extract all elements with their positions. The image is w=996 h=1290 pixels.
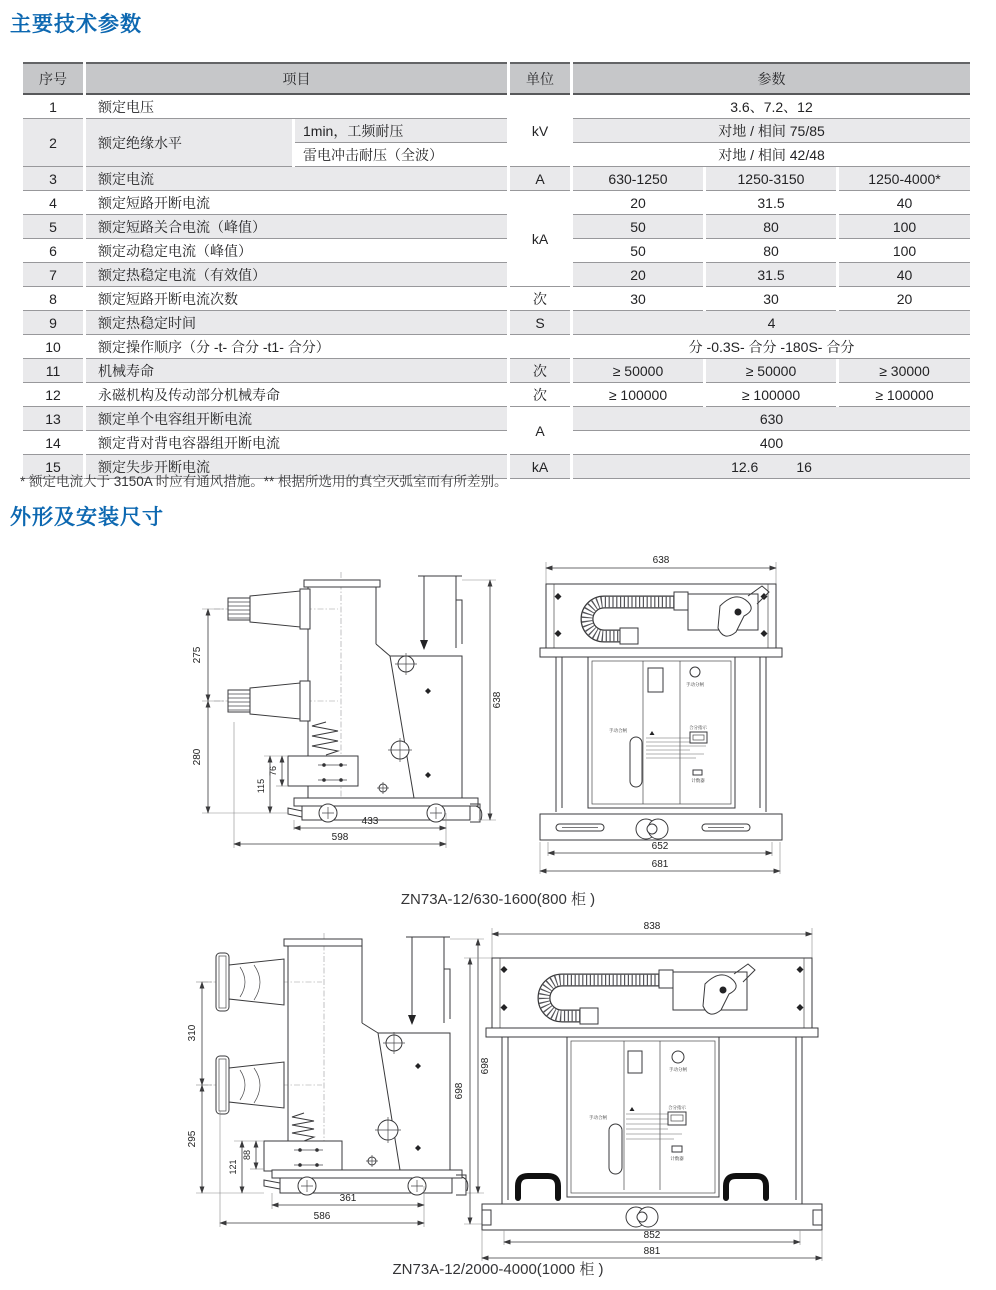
indicator-label: 合分指示 — [668, 1105, 686, 1110]
table-row: 5 额定短路关合电流（峰值） 50 80 100 — [23, 215, 970, 239]
shelf-band — [486, 1028, 818, 1037]
manual-close-label: 手动合闸 — [609, 728, 627, 733]
table-row: 15 额定失步开断电流 kA 12.6 16 — [23, 455, 970, 479]
technical-parameters-table — [20, 62, 973, 479]
panel-window — [628, 1051, 642, 1073]
base-and-wheels — [264, 1170, 468, 1195]
lower-contact-arm — [228, 681, 310, 721]
dim-275: 275 — [192, 646, 203, 664]
shelf-band — [540, 648, 782, 657]
dim-881: 881 — [643, 1246, 661, 1257]
counter-label: 计数器 — [670, 1156, 684, 1161]
manual-open-label: 手动分闸 — [669, 1067, 687, 1072]
table-row: 14 额定背对背电容器组开断电流 400 — [23, 431, 970, 455]
dim-652: 652 — [651, 841, 669, 852]
side-view-drawing-800-cabinet — [178, 560, 513, 880]
dim-638: 638 — [492, 691, 503, 709]
dim-598: 598 — [331, 832, 349, 843]
manual-open-button — [690, 667, 700, 677]
front-view-drawing-1000-cabinet — [452, 918, 832, 1268]
manual-close-slot — [609, 1124, 622, 1174]
dim-681: 681 — [651, 859, 669, 870]
table-row: 6 额定动稳定电流（峰值） 50 80 100 — [23, 239, 970, 263]
front-view-drawing-800-cabinet — [524, 550, 849, 885]
base-and-wheels — [288, 798, 482, 822]
upper-bushing-disc — [216, 953, 284, 1011]
dim-295: 295 — [187, 1130, 198, 1148]
dim-left — [454, 958, 492, 1224]
pole-body — [284, 939, 362, 1170]
dims-bottom — [482, 1230, 822, 1261]
table-row: 8 额定短路开断电流次数 次 30 30 20 — [23, 287, 970, 311]
dim-121: 121 — [228, 1159, 238, 1175]
figure2-caption: ZN73A-12/2000-4000(1000 柜 ) — [392, 1261, 604, 1278]
lower-bushing-disc — [216, 1056, 284, 1114]
open-close-indicator — [690, 732, 707, 743]
header-param: 参数 — [573, 62, 970, 95]
terminal-bracket — [264, 1141, 342, 1171]
spring — [312, 722, 338, 755]
dim-698: 698 — [480, 1057, 491, 1075]
table-row: 2 额定绝缘水平 1min，工频耐压 对地 / 相间 75/85 — [23, 119, 970, 143]
table-row: 4 额定短路开断电流 kA 20 31.5 40 — [23, 191, 970, 215]
dim-115: 115 — [256, 778, 266, 794]
dim-310: 310 — [187, 1024, 198, 1042]
manual-open-button — [672, 1051, 684, 1063]
header-item: 项目 — [86, 62, 507, 95]
table-row: 7 额定热稳定电流（有效值） 20 31.5 40 — [23, 263, 970, 287]
table-row: 3 额定电流 A 630-1250 1250-3150 1250-4000* — [23, 167, 970, 191]
out-of-step-values: 12.6 16 — [573, 455, 970, 479]
table-row: 13 额定单个电容组开断电流 A 630 — [23, 407, 970, 431]
base-assembly — [540, 814, 782, 840]
header-unit: 单位 — [510, 62, 570, 95]
section-title-main-parameters: 主要技术参数 — [10, 13, 142, 36]
indicator-label: 合分指示 — [689, 725, 707, 730]
dim-top — [546, 555, 776, 584]
dim-433: 433 — [361, 816, 379, 827]
dim-361: 361 — [339, 1193, 357, 1204]
manual-close-slot — [630, 737, 642, 787]
dim-852: 852 — [643, 1230, 661, 1241]
terminal-bracket — [288, 756, 358, 786]
operation-counter — [693, 770, 702, 775]
dim-76: 76 — [268, 765, 278, 777]
upper-contact-arm — [228, 589, 310, 629]
counter-label: 计数器 — [691, 778, 705, 783]
figure1-caption: ZN73A-12/630-1600(800 柜 ) — [400, 891, 596, 908]
table-footnote: * 额定电流大于 3150A 时应有通风措施。** 根据所选用的真空灭弧室而有所差别。 — [20, 474, 508, 489]
front-panel — [567, 1037, 719, 1197]
base-assembly — [482, 1204, 822, 1230]
panel-window — [648, 668, 663, 692]
spring — [292, 1113, 314, 1141]
rear-channel — [418, 576, 462, 650]
table-row: 12 永磁机构及传动部分机械寿命 次 ≥ 100000 ≥ 100000 ≥ 100000 — [23, 383, 970, 407]
table-row: 11 机械寿命 次 ≥ 50000 ≥ 50000 ≥ 30000 — [23, 359, 970, 383]
table-row: 10 额定操作顺序（分 -t- 合分 -t1- 合分） 分 -0.3S- 合分 -180S- 合分 — [23, 335, 970, 359]
table-row: 1 额定电压 kV 3.6、7.2、12 — [23, 95, 970, 119]
front-panel — [588, 657, 735, 808]
dim-698: 698 — [454, 1082, 465, 1100]
dims-bottom — [540, 841, 780, 874]
dim-88: 88 — [242, 1149, 252, 1161]
dim-838: 838 — [643, 921, 661, 932]
dim-586: 586 — [313, 1211, 331, 1222]
dim-top — [492, 921, 812, 958]
table-row: 雷电冲击耐压（全波） 对地 / 相间 42/48 — [23, 143, 970, 167]
dim-280: 280 — [192, 748, 203, 766]
table-row: 9 额定热稳定时间 S 4 — [23, 311, 970, 335]
rear-channel — [406, 937, 450, 1025]
dim-638: 638 — [652, 555, 670, 566]
operation-counter — [672, 1146, 682, 1152]
section-title-dimensions: 外形及安装尺寸 — [10, 506, 164, 529]
header-no: 序号 — [23, 62, 83, 95]
table-header-row — [23, 62, 970, 95]
manual-close-label: 手动合闸 — [589, 1115, 607, 1120]
manual-open-label: 手动分闸 — [686, 682, 704, 687]
